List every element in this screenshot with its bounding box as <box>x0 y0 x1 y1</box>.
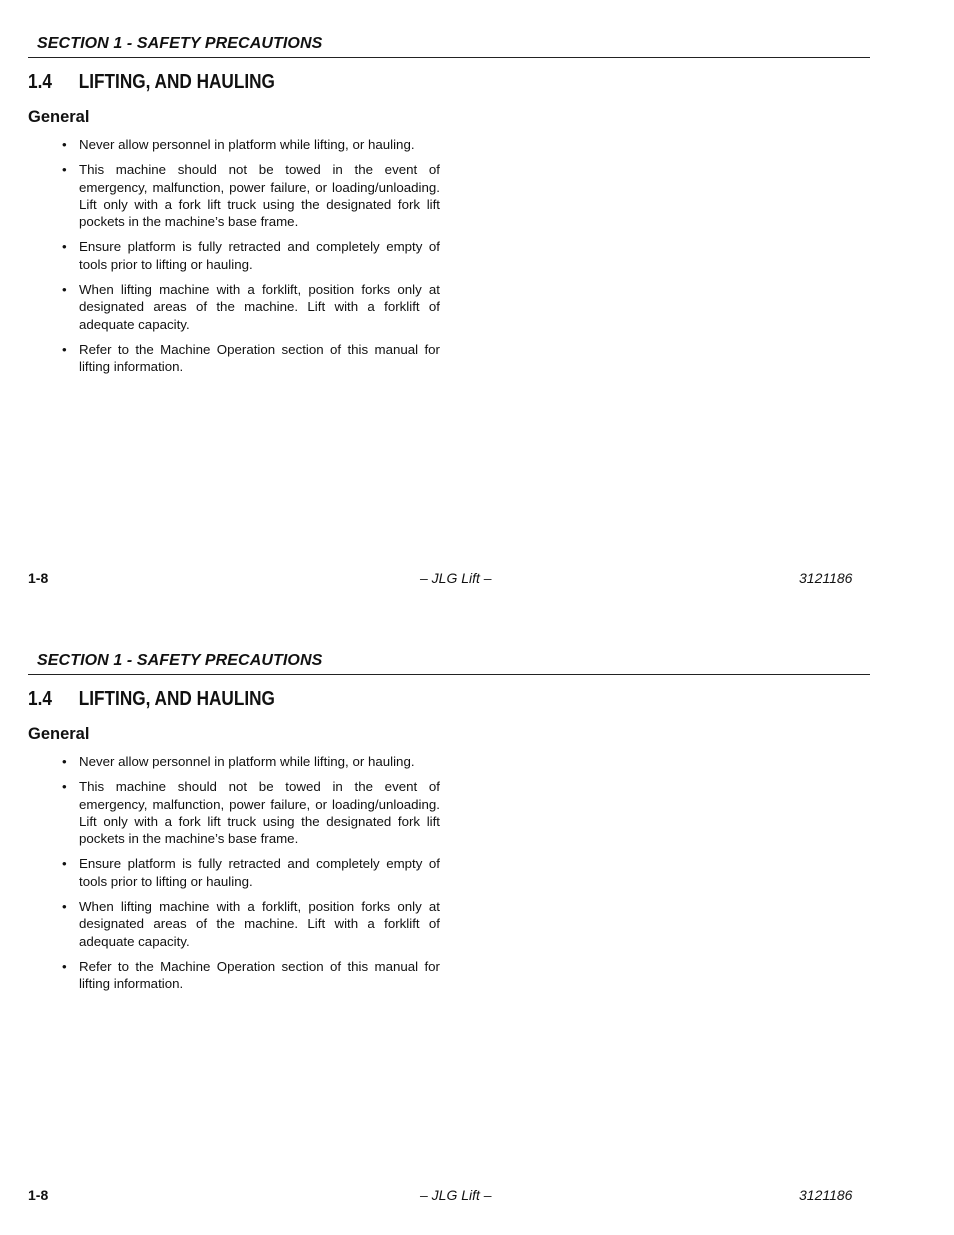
list-item <box>62 136 440 153</box>
header-divider <box>28 57 870 58</box>
footer-doc-number: 3121186 <box>799 570 853 586</box>
bullet-icon: • <box>62 137 67 152</box>
footer-brand: – JLG Lift – <box>420 570 492 586</box>
bullet-icon: • <box>62 899 67 915</box>
heading-number: 1.4 <box>28 71 52 93</box>
section-heading <box>28 71 275 94</box>
list-item-text: This machine should not be towed in the event of emergency, malfunction, power failure, or loading/unloading. Lift only with a fork lift truck using the designated fork lift pockets in the machine’s base frame. <box>79 779 440 847</box>
list-item-text: When lifting machine with a forklift, position forks only at designated areas of the machine. Lift with a forklift of adequate capacity. <box>79 899 440 949</box>
bullet-icon: • <box>62 754 67 769</box>
list-item <box>62 855 440 890</box>
list-item-text: Never allow personnel in platform while lifting, or hauling. <box>79 754 415 769</box>
bullet-icon: • <box>62 162 67 178</box>
list-item <box>62 238 440 273</box>
header-divider <box>28 674 870 675</box>
list-item <box>62 958 440 993</box>
footer-doc-number: 3121186 <box>799 1187 853 1203</box>
bullet-icon: • <box>62 341 67 357</box>
sub-heading: General <box>28 725 90 743</box>
bullet-list <box>62 753 440 1001</box>
list-item <box>62 778 440 847</box>
footer-page-number: 1-8 <box>28 570 49 586</box>
section-header: SECTION 1 - SAFETY PRECAUTIONS <box>37 652 323 669</box>
list-item <box>62 281 440 333</box>
list-item-text: Refer to the Machine Operation section of this manual for lifting information. <box>79 341 440 375</box>
section-heading <box>28 688 275 711</box>
list-item-text: This machine should not be towed in the event of emergency, malfunction, power failure, or loading/unloading. Lift only with a fork lift truck using the designated fork lift pockets in the machine’s base frame. <box>79 162 440 230</box>
bullet-icon: • <box>62 958 67 974</box>
list-item-text: Refer to the Machine Operation section of this manual for lifting information. <box>79 958 440 992</box>
heading-number: 1.4 <box>28 688 52 710</box>
list-item-text: Ensure platform is fully retracted and completely empty of tools prior to lifting or hauling. <box>79 239 440 272</box>
heading-title: LIFTING, AND HAULING <box>78 71 275 93</box>
list-item-text: Ensure platform is fully retracted and completely empty of tools prior to lifting or hauling. <box>79 856 440 889</box>
bullet-list <box>62 136 440 384</box>
bullet-icon: • <box>62 282 67 298</box>
list-item <box>62 341 440 376</box>
bullet-icon: • <box>62 856 67 872</box>
bullet-icon: • <box>62 779 67 795</box>
list-item-text: When lifting machine with a forklift, position forks only at designated areas of the machine. Lift with a forklift of adequate capacity. <box>79 282 440 332</box>
list-item <box>62 898 440 950</box>
manual-page-2 <box>0 617 954 1234</box>
list-item <box>62 753 440 770</box>
list-item <box>62 161 440 230</box>
footer-brand: – JLG Lift – <box>420 1187 492 1203</box>
heading-title: LIFTING, AND HAULING <box>78 688 275 710</box>
footer-page-number: 1-8 <box>28 1187 49 1203</box>
manual-page-1 <box>0 0 954 617</box>
section-header: SECTION 1 - SAFETY PRECAUTIONS <box>37 35 323 52</box>
bullet-icon: • <box>62 239 67 255</box>
list-item-text: Never allow personnel in platform while lifting, or hauling. <box>79 137 415 152</box>
sub-heading: General <box>28 108 90 126</box>
